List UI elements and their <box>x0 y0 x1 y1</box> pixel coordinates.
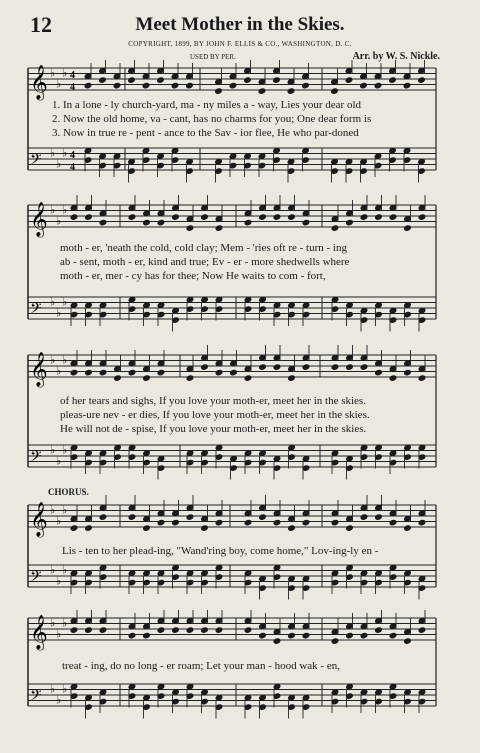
svg-text:♭: ♭ <box>62 146 68 160</box>
copyright-line: COPYRIGHT, 1899, BY JOHN F. ELLIS & CO., WASHINGTON, D. C. <box>128 40 352 48</box>
svg-text:♭: ♭ <box>56 77 62 91</box>
system-5-chorus-lyric: treat - ing, do no long - er roam; Let your man - hood wak - en, <box>62 660 340 672</box>
system-2-verse-3: moth - er, mer - cy has for thee; Now He waits to com - fort, <box>60 270 326 282</box>
svg-text:𝄢: 𝄢 <box>30 151 42 172</box>
svg-text:♭: ♭ <box>62 295 68 309</box>
system-3-verse-3: He will not de - spise, If you love your moth-er, meet her in the skies. <box>60 423 367 435</box>
svg-text:♭: ♭ <box>62 203 68 217</box>
svg-text:4: 4 <box>70 150 75 161</box>
svg-text:♭: ♭ <box>50 295 56 309</box>
svg-text:♭: ♭ <box>62 503 68 517</box>
svg-text:𝄞: 𝄞 <box>30 202 48 237</box>
svg-text:4: 4 <box>70 70 75 81</box>
svg-text:♭: ♭ <box>50 503 56 517</box>
svg-text:♭: ♭ <box>56 627 62 641</box>
svg-text:♭: ♭ <box>56 574 62 588</box>
svg-text:♭: ♭ <box>62 66 68 80</box>
svg-text:♭: ♭ <box>50 203 56 217</box>
svg-text:𝄞: 𝄞 <box>30 502 48 537</box>
svg-text:♭: ♭ <box>56 693 62 707</box>
svg-text:𝄞: 𝄞 <box>30 65 48 100</box>
system-1-verse-1: 1. In a lone - ly church-yard, ma - ny miles a - way, Lies your dear old <box>52 99 362 111</box>
svg-text:♭: ♭ <box>56 157 62 171</box>
svg-text:4: 4 <box>70 162 75 173</box>
svg-text:♭: ♭ <box>62 443 68 457</box>
chorus-label: CHORUS. <box>48 487 89 497</box>
svg-text:♭: ♭ <box>50 66 56 80</box>
hymn-title: Meet Mother in the Skies. <box>135 14 345 35</box>
svg-text:♭: ♭ <box>56 364 62 378</box>
svg-text:𝄞: 𝄞 <box>30 615 48 650</box>
system-3-verse-2: pleas-ure nev - er dies, If you love your moth-er, meet her in the skies. <box>60 409 370 421</box>
svg-text:♭: ♭ <box>50 146 56 160</box>
system-2-verse-2: ab - sent, moth - er, kind and true; Ev - er - more shedwells where <box>60 256 350 268</box>
system-3-verse-1: of her tears and sighs, If you love your moth-er, meet her in the skies. <box>60 395 366 407</box>
svg-text:𝄢: 𝄢 <box>30 687 42 708</box>
svg-text:♭: ♭ <box>56 454 62 468</box>
svg-text:♭: ♭ <box>56 214 62 228</box>
used-by-permission: USED BY PER. <box>190 53 236 61</box>
svg-text:♭: ♭ <box>56 514 62 528</box>
svg-text:♭: ♭ <box>50 443 56 457</box>
system-5-music <box>0 610 480 753</box>
system-1-verse-2: 2. Now the old home, va - cant, has no charms for you; One dear form is <box>52 113 372 125</box>
svg-text:♭: ♭ <box>62 616 68 630</box>
svg-text:𝄢: 𝄢 <box>30 300 42 321</box>
svg-text:𝄞: 𝄞 <box>30 352 48 387</box>
system-2-verse-1: moth - er, 'neath the cold, cold clay; Mem - 'ries oft re - turn - ing <box>60 242 347 254</box>
system-1-verse-3: 3. Now in true re - pent - ance to the Sav - ior flee, He who par-doned <box>52 127 359 139</box>
svg-text:♭: ♭ <box>62 353 68 367</box>
svg-text:4: 4 <box>70 82 75 93</box>
svg-text:𝄢: 𝄢 <box>30 448 42 469</box>
svg-text:♭: ♭ <box>62 682 68 696</box>
arranger-credit: Arr. by W. S. Nickle. <box>352 51 440 62</box>
svg-text:♭: ♭ <box>56 306 62 320</box>
svg-text:𝄢: 𝄢 <box>30 568 42 589</box>
page-number: 12 <box>30 12 52 37</box>
svg-text:♭: ♭ <box>50 563 56 577</box>
svg-text:♭: ♭ <box>50 353 56 367</box>
svg-text:♭: ♭ <box>50 682 56 696</box>
system-4-chorus-lyric: Lis - ten to her plead-ing, "Wand'ring boy, come home," Lov-ing-ly en - <box>62 545 379 557</box>
svg-text:♭: ♭ <box>50 616 56 630</box>
svg-text:♭: ♭ <box>62 563 68 577</box>
